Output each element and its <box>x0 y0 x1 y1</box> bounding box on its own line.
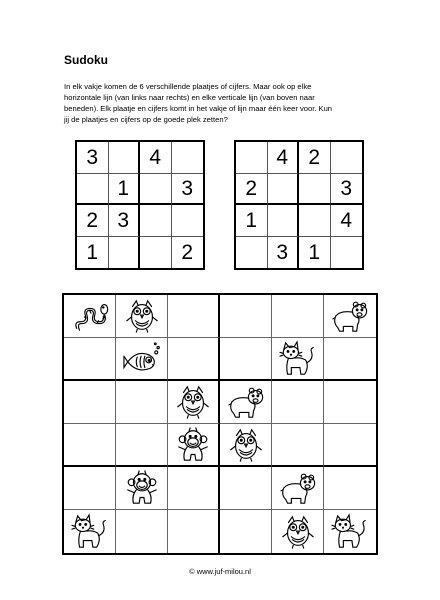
picture-cell[interactable] <box>272 338 324 381</box>
picture-cell[interactable] <box>272 510 324 553</box>
sudoku-cell[interactable] <box>109 142 141 174</box>
picture-cell[interactable] <box>116 467 168 510</box>
picture-cell[interactable] <box>168 467 220 510</box>
sudoku-cell[interactable]: 2 <box>236 174 268 206</box>
picture-cell[interactable] <box>220 295 272 338</box>
fish-icon <box>123 340 161 378</box>
picture-cell[interactable] <box>64 295 116 338</box>
sudoku-cell[interactable] <box>172 142 204 174</box>
sudoku-cell[interactable] <box>140 174 172 206</box>
picture-cell[interactable] <box>220 510 272 553</box>
sudoku-cell[interactable] <box>172 205 204 237</box>
owl-icon <box>279 513 317 551</box>
picture-cell[interactable] <box>168 381 220 424</box>
instructions-line: jij de plaatjes en cijfers op de goede plek zetten? <box>64 115 228 124</box>
picture-cell[interactable] <box>272 424 324 467</box>
picture-cell[interactable] <box>324 295 376 338</box>
sudoku-cell[interactable] <box>236 237 268 269</box>
picture-cell[interactable] <box>324 424 376 467</box>
picture-cell[interactable] <box>64 424 116 467</box>
sudoku-cell[interactable] <box>236 142 268 174</box>
picture-cell[interactable] <box>116 381 168 424</box>
cat-icon <box>331 513 369 551</box>
picture-cell[interactable] <box>168 295 220 338</box>
sudoku-cell[interactable] <box>109 237 141 269</box>
owl-icon <box>123 297 161 335</box>
sudoku-cell[interactable] <box>299 174 331 206</box>
picture-cell[interactable] <box>64 338 116 381</box>
bear-icon <box>279 469 317 507</box>
sudoku-cell[interactable]: 3 <box>172 174 204 206</box>
picture-cell[interactable] <box>168 510 220 553</box>
sudoku-cell[interactable] <box>77 174 109 206</box>
sudoku-cell[interactable]: 3 <box>331 174 363 206</box>
sudoku-cell[interactable]: 2 <box>181 240 194 264</box>
sudoku-cell[interactable] <box>140 205 172 237</box>
sudoku-cell[interactable] <box>268 174 300 206</box>
sudoku-cell[interactable] <box>268 205 300 237</box>
picture-cell[interactable] <box>116 424 168 467</box>
copyright-footer: © www.juf-milou.nl <box>189 567 251 576</box>
picture-cell[interactable] <box>220 338 272 381</box>
sudoku-cell[interactable] <box>331 142 363 174</box>
owl-icon <box>227 426 265 464</box>
number-sudoku-left <box>75 140 205 270</box>
monkey-icon <box>174 426 212 464</box>
cat-icon <box>279 340 317 378</box>
picture-cell[interactable] <box>324 381 376 424</box>
sudoku-cell[interactable]: 2 <box>299 142 331 174</box>
picture-sudoku-grid <box>62 293 378 555</box>
picture-cell[interactable] <box>272 295 324 338</box>
picture-cell[interactable] <box>116 338 168 381</box>
picture-cell[interactable] <box>64 510 116 553</box>
sudoku-cell[interactable]: 1 <box>77 237 109 269</box>
sudoku-cell[interactable]: 1 <box>299 237 331 269</box>
sudoku-cell[interactable]: 4 <box>140 142 172 174</box>
picture-cell[interactable] <box>116 295 168 338</box>
sudoku-cell[interactable] <box>331 237 363 269</box>
cat-icon <box>71 513 109 551</box>
picture-cell[interactable] <box>324 338 376 381</box>
sudoku-cell[interactable]: 1 <box>109 174 141 206</box>
instructions-line: In elk vakje komen de 6 verschillende plaatjes of cijfers. Maar ook op elke <box>64 82 312 91</box>
instructions-text <box>64 81 394 125</box>
sudoku-cell[interactable]: 3 <box>109 205 141 237</box>
picture-cell[interactable] <box>324 467 376 510</box>
sudoku-cell[interactable]: 3 <box>268 237 300 269</box>
sudoku-cell[interactable]: 2 <box>77 205 109 237</box>
snake-icon <box>71 297 109 335</box>
sudoku-cell[interactable]: 1 <box>236 205 268 237</box>
picture-cell[interactable] <box>220 467 272 510</box>
picture-cell[interactable] <box>220 381 272 424</box>
sudoku-cell[interactable]: 4 <box>331 205 363 237</box>
picture-cell[interactable] <box>116 510 168 553</box>
picture-cell[interactable] <box>272 467 324 510</box>
picture-cell[interactable] <box>168 424 220 467</box>
sudoku-cell[interactable]: 3 <box>77 142 109 174</box>
monkey-icon <box>123 469 161 507</box>
instructions-line: horizontale lijn (van links naar rechts) en elke verticale lijn (van boven naar <box>64 93 315 102</box>
picture-cell[interactable] <box>272 381 324 424</box>
number-sudoku-right <box>234 140 364 270</box>
instructions-line: beneden). Elk plaatje en cijfers komt in het vakje of lijn maar één keer voor. Kun <box>64 104 333 113</box>
sudoku-cell[interactable] <box>140 237 172 269</box>
picture-cell[interactable] <box>324 510 376 553</box>
sudoku-cell[interactable]: 4 <box>268 142 300 174</box>
picture-cell[interactable] <box>64 381 116 424</box>
owl-icon <box>174 383 212 421</box>
bear-icon <box>227 383 265 421</box>
sudoku-cell[interactable] <box>299 205 331 237</box>
page-title: Sudoku <box>64 53 108 67</box>
picture-cell[interactable] <box>220 424 272 467</box>
bear-icon <box>331 297 369 335</box>
picture-cell[interactable] <box>168 338 220 381</box>
picture-cell[interactable] <box>64 467 116 510</box>
